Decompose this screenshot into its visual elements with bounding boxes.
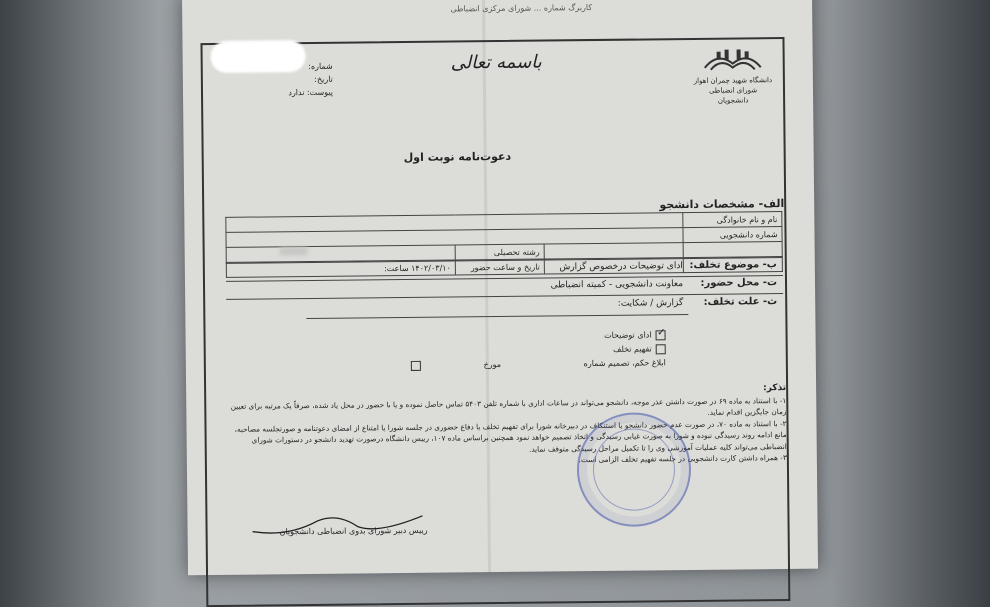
row-line <box>306 314 688 319</box>
attachment-label: پیوست: ندارد <box>288 87 334 98</box>
logo-line-2: شورای انضباطی دانشجویان <box>708 86 758 105</box>
note-3: ۳- همراه داشتن کارت دانشجویی در جلسه تفهیم تخلف الزامی است. <box>578 453 787 465</box>
date-label: تاریخ: <box>314 74 333 84</box>
official-stamp <box>576 412 691 527</box>
violation-cause-label: ث- علت تخلف: <box>703 296 778 308</box>
name-label: نام و نام خانوادگی <box>683 212 782 228</box>
notes-section <box>226 383 787 469</box>
letter-title: دعوت‌نامه نوبت اول <box>403 149 512 165</box>
checkbox-checked-icon <box>656 330 666 340</box>
option-verdict-label: ابلاغ حکم، تصمیم شماره <box>583 358 666 369</box>
university-logo <box>693 47 774 106</box>
note-1: ۱- با استناد به ماده ۶۹ در صورت داشتن عذر موجه، دانشجو می‌تواند در ساعات اداری با شماره تلفن ۵۴۰۳ تماس حاصل نموده و یا با حضور در محل یاد شده، صرفاً یک مرتبه برای تعیین زمان جایگزین اقدام نماید. <box>230 395 787 417</box>
signature <box>247 508 427 537</box>
field-label: رشته تحصیلی <box>455 244 544 260</box>
checkbox-icon <box>656 344 666 354</box>
signature-title: رییس دبیر شورای بدوی انضباطی دانشجویان <box>279 525 428 537</box>
book-logo-icon <box>703 47 763 74</box>
datetime-value: ۱۴۰۲/۰۳/۱۰ ساعت: <box>226 260 455 277</box>
time-redaction <box>280 247 308 255</box>
notes-heading: تذکر: <box>763 383 787 394</box>
section-a-title: الف- مشخصات دانشجو <box>659 197 785 212</box>
violation-subject-value: ادای توضیحات درخصوص گزارش <box>559 261 683 273</box>
letter-meta <box>243 60 333 100</box>
field-cell <box>683 242 782 258</box>
datetime-label: تاریخ و ساعت حضور <box>455 259 544 275</box>
report-label: گزارش / شکایت: <box>617 298 684 309</box>
action-options <box>407 328 666 373</box>
field-value <box>544 243 683 259</box>
student-no-label: شماره دانشجویی <box>683 227 782 243</box>
number-label: شماره: <box>308 61 333 71</box>
dated-label: مورخ <box>483 359 502 370</box>
logo-line-1: دانشگاه شهید چمران اهواز <box>693 76 773 85</box>
option-verdict <box>407 356 666 373</box>
checkbox-icon <box>411 360 421 370</box>
note-2: ۲- با استناد به ماده ۷۰، در صورت عدم حضور دانشجو یا استنکاف در دبیرخانه شورا برای تفهیم تخلف یا دفاع حضوری در جلسه شورا یا امتناع از امضای دعوتنامه و صورتجلسه مصاحبه، مانع ادامه روند رسیدگی نبوده و شورا به صورت غیابی رسیدگی و اتخاذ تصمیم خواهد نمود همچنین براساس ماده ۱۰۷، رییس دانشگاه درصورت تهدید دانشجو در دستورات شورای انضباطی می‌تواند کلیه عملیات آموزشی وی را تا تکمیل مراحل رسیدگی متوقف نماید. <box>234 418 787 454</box>
invitation-letter <box>182 0 818 575</box>
option-explain-label: ادای توضیحات <box>604 330 652 340</box>
bismillah: باسمه تعالی <box>450 51 542 74</box>
violation-subject-label: ب- موضوع تخلف: <box>689 259 777 272</box>
top-caption: کاربرگ شماره ... شورای مرکزی انضباطی <box>450 3 593 14</box>
attendance-place-label: ت- محل حضور: <box>700 277 778 289</box>
option-notify-label: تفهیم تخلف <box>613 344 652 354</box>
attendance-place-value: معاونت دانشجویی - کمیته انضباطی <box>550 279 684 291</box>
